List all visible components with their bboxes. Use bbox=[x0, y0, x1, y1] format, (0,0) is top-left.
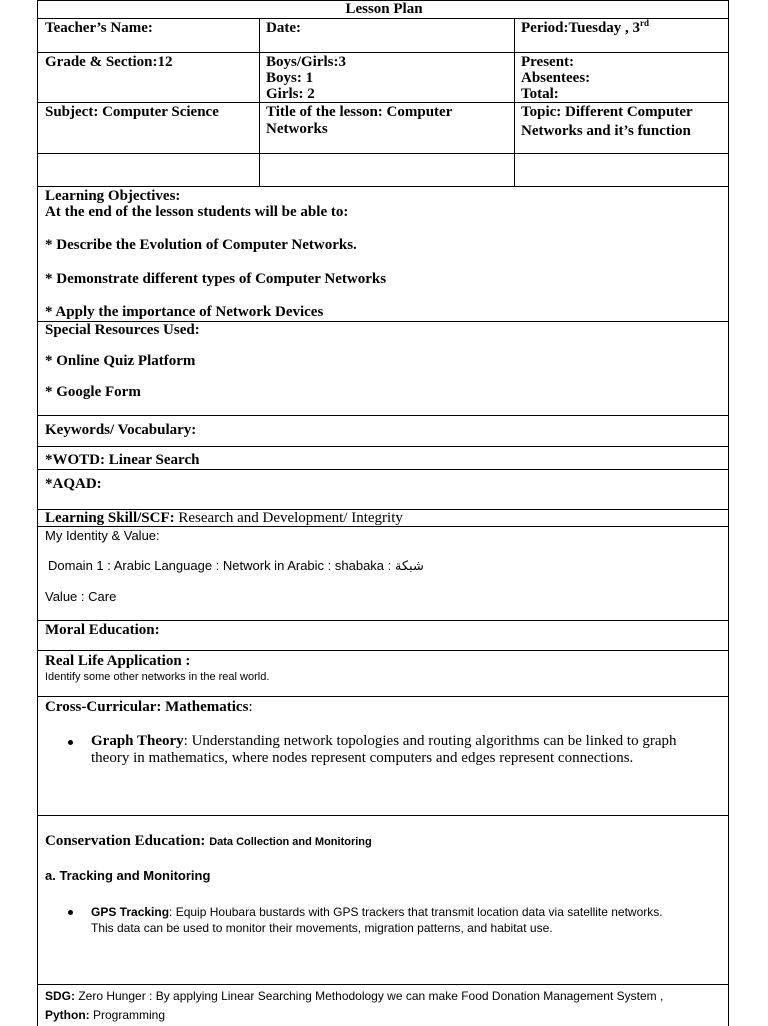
resources-heading: Special Resources Used: bbox=[45, 322, 200, 338]
conservation-label: Conservation Education: bbox=[45, 833, 206, 849]
identity-arabic: شبكة bbox=[394, 558, 424, 573]
empty-cell-2 bbox=[259, 154, 514, 186]
cross-curricular-heading bbox=[45, 699, 253, 716]
objective-item: * Demonstrate different types of Computer Networks bbox=[45, 271, 387, 287]
identity-heading: My Identity & Value: bbox=[45, 528, 160, 543]
topic-line2: Networks and it’s function bbox=[521, 123, 691, 139]
lesson-plan-document bbox=[37, 0, 731, 1024]
sdg-section bbox=[37, 984, 729, 1026]
identity-section bbox=[37, 526, 729, 621]
real-life-section bbox=[37, 650, 729, 697]
boys-label: Boys: 1 bbox=[266, 70, 314, 86]
cross-curricular-section bbox=[37, 696, 729, 816]
absentees-label: Absentees: bbox=[521, 70, 591, 86]
subject-cell bbox=[38, 103, 259, 153]
learning-skill-value: Research and Development/ Integrity bbox=[178, 510, 403, 526]
conservation-sub: Data Collection and Monitoring bbox=[209, 836, 372, 848]
learning-skill-section bbox=[37, 509, 729, 527]
cross-bullet-line2: theory in mathematics, where nodes represent computers and edges represent connections. bbox=[91, 750, 634, 766]
empty-cell-3 bbox=[514, 154, 730, 186]
bullet-icon bbox=[68, 910, 73, 915]
sdg-line bbox=[45, 989, 663, 1003]
sdg-label: SDG: bbox=[45, 989, 75, 1003]
moral-section bbox=[37, 620, 729, 651]
topic-line1: Topic: Different Computer bbox=[521, 104, 693, 120]
python-label: Python: bbox=[45, 1008, 90, 1022]
grade-label: Grade & Section:12 bbox=[45, 54, 173, 70]
date-cell bbox=[259, 19, 514, 52]
moral-label: Moral Education: bbox=[45, 622, 160, 638]
subject-label: Subject: Computer Science bbox=[45, 104, 219, 120]
page-title: Lesson Plan bbox=[345, 1, 423, 17]
present-label: Present: bbox=[521, 54, 575, 70]
header-row-teacher bbox=[37, 18, 729, 53]
header-row-grade bbox=[37, 52, 729, 103]
aqad-section bbox=[37, 469, 729, 510]
conservation-heading bbox=[45, 833, 372, 851]
teacher-cell bbox=[38, 19, 259, 52]
attendance-cell bbox=[514, 53, 730, 102]
title-row bbox=[37, 0, 729, 19]
header-row-subject bbox=[37, 102, 729, 154]
objectives-heading: Learning Objectives: bbox=[45, 188, 181, 204]
header-row-empty bbox=[37, 153, 729, 187]
graph-theory-term: Graph Theory bbox=[91, 733, 184, 749]
cross-curricular-colon: : bbox=[248, 699, 253, 715]
identity-domain-line bbox=[48, 558, 424, 574]
python-text: Programming bbox=[89, 1008, 166, 1022]
total-label: Total: bbox=[521, 86, 559, 102]
lesson-title-cell bbox=[259, 103, 514, 153]
teacher-label: Teacher’s Name: bbox=[45, 20, 153, 36]
real-life-heading: Real Life Application : bbox=[45, 653, 191, 669]
period-cell bbox=[514, 19, 730, 52]
conservation-section bbox=[37, 815, 729, 985]
gps-tracking-term: GPS Tracking bbox=[91, 905, 170, 919]
keywords-label: Keywords/ Vocabulary: bbox=[45, 422, 197, 438]
objectives-intro: At the end of the lesson students will be able to: bbox=[45, 204, 349, 220]
wotd-section bbox=[37, 446, 729, 470]
period-label: Period:Tuesday , 3rd bbox=[521, 18, 650, 36]
resources-section bbox=[37, 321, 729, 416]
date-label: Date: bbox=[266, 20, 301, 36]
gps-bullet-line1: GPS Tracking: Equip Houbara bustards with GPS trackers that transmit location data via satellite networks. bbox=[91, 905, 663, 919]
keywords-section bbox=[37, 415, 729, 447]
python-line bbox=[45, 1008, 165, 1022]
resource-item: * Online Quiz Platform bbox=[45, 353, 196, 369]
girls-label: Girls: 2 bbox=[266, 86, 315, 102]
cross-curricular-label: Cross-Curricular: Mathematics bbox=[45, 699, 249, 715]
lesson-title-line2: Networks bbox=[266, 121, 328, 137]
conservation-section-title: a. Tracking and Monitoring bbox=[45, 868, 211, 883]
grade-cell bbox=[38, 53, 259, 102]
resource-item: * Google Form bbox=[45, 384, 141, 400]
aqad-label: *AQAD: bbox=[45, 476, 102, 492]
learning-skill-label: Learning Skill/SCF: bbox=[45, 510, 175, 526]
lesson-title-line1: Title of the lesson: Computer bbox=[266, 104, 453, 120]
objectives-section bbox=[37, 186, 729, 322]
topic-cell bbox=[514, 103, 730, 153]
objective-item: * Describe the Evolution of Computer Networks. bbox=[45, 237, 357, 253]
boys-girls-cell bbox=[259, 53, 514, 102]
bullet-icon bbox=[68, 740, 73, 745]
objective-item: * Apply the importance of Network Devices bbox=[45, 304, 324, 320]
sdg-text: Zero Hunger : By applying Linear Searching Methodology we can make Food Donation Management System , bbox=[75, 989, 664, 1003]
real-life-text: Identify some other networks in the real world. bbox=[45, 671, 270, 683]
gps-bullet-line2: This data can be used to monitor their movements, migration patterns, and habitat use. bbox=[91, 921, 553, 935]
identity-value: Value : Care bbox=[45, 589, 117, 604]
wotd-label: *WOTD: Linear Search bbox=[45, 452, 200, 468]
cross-bullet-line1: Graph Theory: Understanding network topologies and routing algorithms can be linked to graph bbox=[91, 733, 677, 749]
identity-domain: Domain 1 : Arabic Language : Network in Arabic : shabaka : bbox=[48, 558, 392, 573]
learning-skill-line bbox=[45, 510, 403, 527]
boys-girls-label: Boys/Girls:3 bbox=[266, 54, 347, 70]
